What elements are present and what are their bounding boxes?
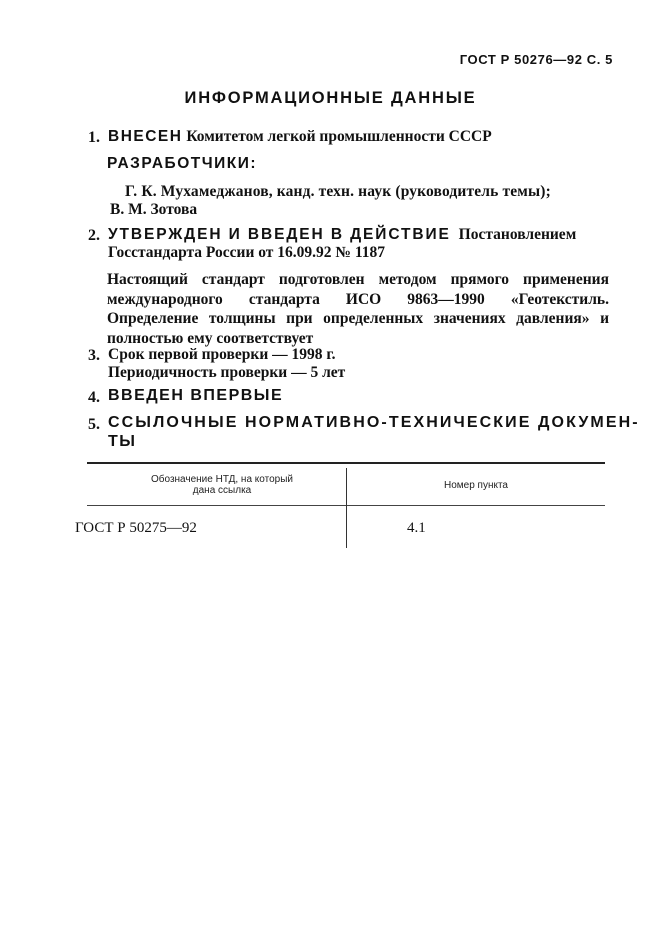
- table-header-ntd: [107, 474, 337, 496]
- table-row-ntd: ГОСТ Р 50275—92: [75, 520, 197, 536]
- section-5-heading-line-2: ТЫ: [108, 433, 137, 450]
- section-3-line-1: Срок первой проверки — 1998 г.: [108, 346, 336, 363]
- table-row-item: 4.1: [407, 520, 426, 536]
- section-4-heading: ВВЕДЕН ВПЕРВЫЕ: [108, 387, 284, 404]
- section-1-number: 1.: [88, 129, 100, 146]
- developer-1: [125, 183, 551, 201]
- section-1-text: Комитетом легкой промышленности СССР: [186, 128, 492, 145]
- section-2-heading: УТВЕРЖДЕН И ВВЕДЕН В ДЕЙСТВИЕ: [108, 226, 451, 243]
- section-4-number: 4.: [88, 389, 100, 406]
- document-title: ИНФОРМАЦИОННЫЕ ДАННЫЕ: [184, 89, 477, 107]
- section-5-heading-line-1: ССЫЛОЧНЫЕ НОРМАТИВНО-ТЕХНИЧЕСКИЕ ДОКУМЕН-: [108, 414, 640, 431]
- table-header-ntd-line-2: дана ссылка: [192, 485, 252, 496]
- section-2-paragraph: Настоящий стандарт подготовлен методом прямого применения международного стандарта ИСО 9863—1990 «Геотекстиль. Определение толщины при определенных значениях давления» и полностью ему соответствует: [107, 271, 609, 347]
- table-top-rule: [87, 462, 605, 464]
- section-1-heading: ВНЕСЕН: [108, 128, 183, 145]
- section-2-number: 2.: [88, 227, 100, 244]
- references-table: [75, 458, 605, 550]
- table-header-ntd-line-1: Обозначение НТД, на который: [150, 474, 293, 485]
- section-5-number: 5.: [88, 416, 100, 433]
- section-2-text-1: Постановлением: [458, 226, 577, 243]
- section-2-text-2: Госстандарта России от 16.09.92 № 1187: [108, 244, 386, 261]
- section-3-number: 3.: [88, 347, 100, 364]
- table-header-item-number: Номер пункта: [443, 480, 508, 491]
- developer-2: В. М. Зотова: [110, 201, 198, 218]
- page-header: ГОСТ Р 50276—92 С. 5: [459, 52, 613, 67]
- developers-heading: РАЗРАБОТЧИКИ:: [107, 155, 258, 172]
- section-2-line-1: [108, 226, 576, 244]
- section-1: [108, 128, 492, 146]
- developer-1-text: Г. К. Мухамеджанов, канд. техн. наук (руководитель темы);: [125, 183, 551, 200]
- section-3-line-2: Периодичность проверки — 5 лет: [108, 364, 346, 381]
